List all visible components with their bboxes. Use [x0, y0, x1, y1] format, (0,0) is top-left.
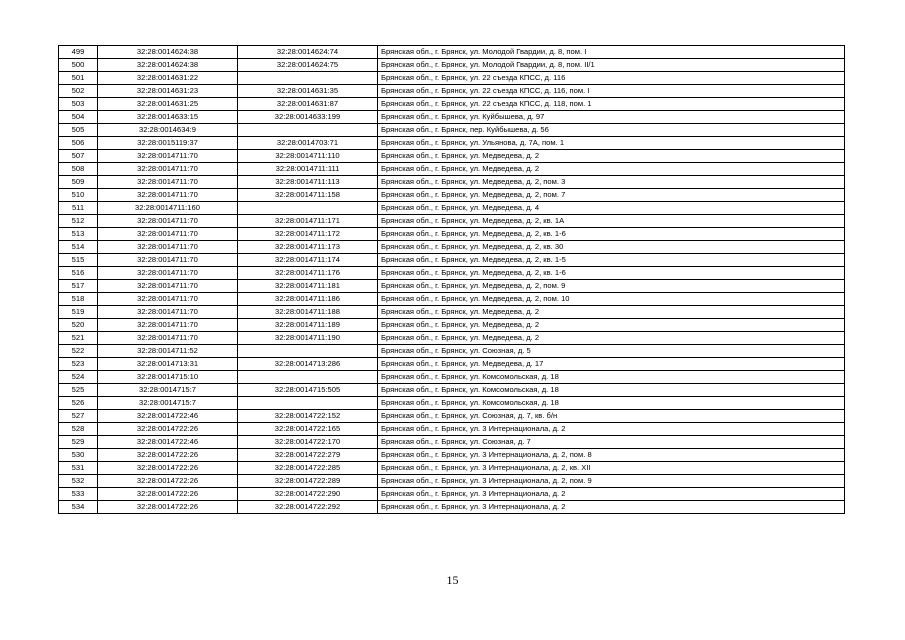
cell-cadastral-number: 32:28:0014722:46: [98, 410, 238, 423]
cell-cadastral-number: 32:28:0014711:70: [98, 254, 238, 267]
cell-address: Брянская обл., г. Брянск, ул. Куйбышева, д. 97: [378, 111, 845, 124]
cell-cadastral-number: 32:28:0014713:31: [98, 358, 238, 371]
cell-number: 505: [59, 124, 98, 137]
cell-cadastral-number-object: 32:28:0014711:110: [238, 150, 378, 163]
cell-cadastral-number: 32:28:0014722:26: [98, 423, 238, 436]
table-row: [59, 98, 845, 111]
cell-cadastral-number: 32:28:0014711:70: [98, 215, 238, 228]
cell-address: Брянская обл., г. Брянск, ул. Комсомольская, д. 18: [378, 371, 845, 384]
cell-cadastral-number-object: 32:28:0014713:286: [238, 358, 378, 371]
table-row: [59, 189, 845, 202]
cell-cadastral-number: 32:28:0014631:23: [98, 85, 238, 98]
table-row: [59, 371, 845, 384]
table-row: [59, 423, 845, 436]
cell-cadastral-number-object: [238, 397, 378, 410]
cell-number: 527: [59, 410, 98, 423]
cell-cadastral-number-object: 32:28:0014722:292: [238, 501, 378, 514]
table-row: [59, 319, 845, 332]
cell-address: Брянская обл., г. Брянск, ул. 22 съезда КПСС, д. 116, пом. I: [378, 85, 845, 98]
cell-number: 500: [59, 59, 98, 72]
table-row: [59, 241, 845, 254]
cell-cadastral-number-object: 32:28:0014624:74: [238, 46, 378, 59]
cell-number: 504: [59, 111, 98, 124]
cell-cadastral-number: 32:28:0014711:70: [98, 319, 238, 332]
table-row: [59, 410, 845, 423]
cell-address: Брянская обл., г. Брянск, ул. 22 съезда КПСС, д. 118, пом. 1: [378, 98, 845, 111]
cell-number: 525: [59, 384, 98, 397]
cell-cadastral-number: 32:28:0014633:15: [98, 111, 238, 124]
cell-address: Брянская обл., г. Брянск, ул. 3 Интернационала, д. 2: [378, 423, 845, 436]
table-row: [59, 475, 845, 488]
cell-cadastral-number-object: [238, 371, 378, 384]
cell-cadastral-number-object: 32:28:0014711:172: [238, 228, 378, 241]
table-row: [59, 215, 845, 228]
cell-address: Брянская обл., г. Брянск, ул. Медведева, д. 2, пом. 9: [378, 280, 845, 293]
table-row: [59, 137, 845, 150]
table-row: [59, 267, 845, 280]
cell-cadastral-number-object: 32:28:0014711:190: [238, 332, 378, 345]
cell-cadastral-number: 32:28:0014631:25: [98, 98, 238, 111]
cell-address: Брянская обл., г. Брянск, ул. Медведева, д. 2, пом. 3: [378, 176, 845, 189]
cell-cadastral-number-object: 32:28:0014722:152: [238, 410, 378, 423]
cell-cadastral-number: 32:28:0014711:70: [98, 241, 238, 254]
cell-cadastral-number-object: 32:28:0014715:505: [238, 384, 378, 397]
cell-cadastral-number-object: 32:28:0014624:75: [238, 59, 378, 72]
cell-address: Брянская обл., г. Брянск, ул. Медведева, д. 2: [378, 150, 845, 163]
table-row: [59, 358, 845, 371]
cell-number: 533: [59, 488, 98, 501]
cell-address: Брянская обл., г. Брянск, ул. Медведева, д. 2, кв. 1-6: [378, 228, 845, 241]
table-row: [59, 436, 845, 449]
cell-cadastral-number: 32:28:0014624:38: [98, 46, 238, 59]
cell-cadastral-number-object: 32:28:0014711:158: [238, 189, 378, 202]
cell-cadastral-number: 32:28:0014711:70: [98, 267, 238, 280]
cell-address: Брянская обл., г. Брянск, ул. 3 Интернационала, д. 2, кв. XII: [378, 462, 845, 475]
cell-cadastral-number: 32:28:0014722:26: [98, 501, 238, 514]
cell-cadastral-number-object: 32:28:0014711:113: [238, 176, 378, 189]
table-row: [59, 176, 845, 189]
cell-number: 509: [59, 176, 98, 189]
cell-number: 532: [59, 475, 98, 488]
cell-address: Брянская обл., г. Брянск, ул. Медведева, д. 2, кв. 30: [378, 241, 845, 254]
cell-cadastral-number-object: 32:28:0014711:176: [238, 267, 378, 280]
cell-cadastral-number-object: [238, 124, 378, 137]
cell-cadastral-number: 32:28:0014715:10: [98, 371, 238, 384]
cell-number: 499: [59, 46, 98, 59]
cell-cadastral-number-object: 32:28:0014722:285: [238, 462, 378, 475]
cell-cadastral-number-object: 32:28:0014633:199: [238, 111, 378, 124]
cell-number: 511: [59, 202, 98, 215]
cell-number: 513: [59, 228, 98, 241]
cell-cadastral-number-object: 32:28:0014711:186: [238, 293, 378, 306]
cell-cadastral-number: 32:28:0014631:22: [98, 72, 238, 85]
cell-cadastral-number: 32:28:0014624:38: [98, 59, 238, 72]
cell-address: Брянская обл., г. Брянск, ул. Медведева, д. 4: [378, 202, 845, 215]
table-row: [59, 72, 845, 85]
cell-cadastral-number-object: 32:28:0014711:173: [238, 241, 378, 254]
cell-number: 520: [59, 319, 98, 332]
cell-number: 506: [59, 137, 98, 150]
cell-number: 507: [59, 150, 98, 163]
cell-address: Брянская обл., г. Брянск, ул. Медведева, д. 17: [378, 358, 845, 371]
cell-number: 514: [59, 241, 98, 254]
cell-cadastral-number: 32:28:0014722:26: [98, 475, 238, 488]
cell-cadastral-number-object: 32:28:0014722:289: [238, 475, 378, 488]
cell-address: Брянская обл., г. Брянск, ул. Медведева, д. 2, пом. 10: [378, 293, 845, 306]
cell-cadastral-number: 32:28:0014711:70: [98, 189, 238, 202]
cell-number: 510: [59, 189, 98, 202]
cell-cadastral-number: 32:28:0014711:70: [98, 150, 238, 163]
cell-address: Брянская обл., г. Брянск, ул. Медведева, д. 2: [378, 163, 845, 176]
cell-address: Брянская обл., г. Брянск, ул. Медведева, д. 2, кв. 1А: [378, 215, 845, 228]
cell-address: Брянская обл., г. Брянск, ул. Медведева, д. 2, пом. 7: [378, 189, 845, 202]
property-table: [58, 45, 845, 514]
cell-address: Брянская обл., г. Брянск, ул. Союзная, д. 7: [378, 436, 845, 449]
cell-cadastral-number-object: 32:28:0014711:188: [238, 306, 378, 319]
cell-number: 523: [59, 358, 98, 371]
table-row: [59, 124, 845, 137]
cell-address: Брянская обл., г. Брянск, ул. Молодой Гвардии, д. 8, пом. II/1: [378, 59, 845, 72]
cell-cadastral-number: 32:28:0014711:70: [98, 280, 238, 293]
cell-number: 512: [59, 215, 98, 228]
cell-cadastral-number: 32:28:0014722:26: [98, 488, 238, 501]
cell-number: 534: [59, 501, 98, 514]
cell-cadastral-number: 32:28:0014711:70: [98, 306, 238, 319]
cell-cadastral-number-object: 32:28:0014722:290: [238, 488, 378, 501]
table-row: [59, 462, 845, 475]
cell-address: Брянская обл., г. Брянск, ул. 3 Интернационала, д. 2, пом. 9: [378, 475, 845, 488]
cell-cadastral-number-object: 32:28:0014703:71: [238, 137, 378, 150]
table-row: [59, 163, 845, 176]
cell-cadastral-number-object: [238, 202, 378, 215]
cell-cadastral-number: 32:28:0014711:70: [98, 176, 238, 189]
cell-address: Брянская обл., г. Брянск, ул. Медведева, д. 2, кв. 1-5: [378, 254, 845, 267]
table-row: [59, 150, 845, 163]
cell-number: 517: [59, 280, 98, 293]
cell-address: Брянская обл., г. Брянск, ул. Комсомольская, д. 18: [378, 384, 845, 397]
table-row: [59, 384, 845, 397]
cell-address: Брянская обл., г. Брянск, ул. Комсомольская, д. 18: [378, 397, 845, 410]
table-row: [59, 202, 845, 215]
cell-cadastral-number: 32:28:0014711:70: [98, 163, 238, 176]
cell-number: 516: [59, 267, 98, 280]
table-row: [59, 293, 845, 306]
cell-cadastral-number: 32:28:0014711:160: [98, 202, 238, 215]
table-body: [59, 46, 845, 514]
cell-number: 521: [59, 332, 98, 345]
table-row: [59, 345, 845, 358]
table-row: [59, 85, 845, 98]
cell-address: Брянская обл., г. Брянск, ул. 3 Интернационала, д. 2: [378, 488, 845, 501]
cell-cadastral-number: 32:28:0014711:70: [98, 293, 238, 306]
cell-cadastral-number-object: [238, 345, 378, 358]
table-row: [59, 306, 845, 319]
table-row: [59, 397, 845, 410]
cell-address: Брянская обл., г. Брянск, ул. Молодой Гвардии, д. 8, пом. I: [378, 46, 845, 59]
table-row: [59, 111, 845, 124]
cell-number: 519: [59, 306, 98, 319]
table-row: [59, 332, 845, 345]
cell-address: Брянская обл., г. Брянск, ул. Медведева, д. 2: [378, 332, 845, 345]
table-row: [59, 280, 845, 293]
cell-cadastral-number-object: 32:28:0014722:165: [238, 423, 378, 436]
cell-cadastral-number: 32:28:0014722:26: [98, 449, 238, 462]
cell-address: Брянская обл., г. Брянск, ул. Ульянова, д. 7А, пом. 1: [378, 137, 845, 150]
cell-cadastral-number-object: 32:28:0014711:171: [238, 215, 378, 228]
cell-number: 518: [59, 293, 98, 306]
cell-address: Брянская обл., г. Брянск, пер. Куйбышева, д. 56: [378, 124, 845, 137]
cell-number: 526: [59, 397, 98, 410]
cell-cadastral-number: 32:28:0014722:26: [98, 462, 238, 475]
cell-cadastral-number-object: 32:28:0014711:181: [238, 280, 378, 293]
cell-cadastral-number-object: 32:28:0014631:87: [238, 98, 378, 111]
cell-cadastral-number: 32:28:0014711:70: [98, 332, 238, 345]
cell-number: 503: [59, 98, 98, 111]
cell-cadastral-number: 32:28:0014711:70: [98, 228, 238, 241]
cell-cadastral-number: 32:28:0014715:7: [98, 397, 238, 410]
cell-number: 528: [59, 423, 98, 436]
table-row: [59, 46, 845, 59]
cell-address: Брянская обл., г. Брянск, ул. 22 съезда КПСС, д. 116: [378, 72, 845, 85]
cell-cadastral-number-object: 32:28:0014631:35: [238, 85, 378, 98]
cell-address: Брянская обл., г. Брянск, ул. Союзная, д. 5: [378, 345, 845, 358]
cell-number: 530: [59, 449, 98, 462]
cell-cadastral-number: 32:28:0015119:37: [98, 137, 238, 150]
cell-address: Брянская обл., г. Брянск, ул. 3 Интернационала, д. 2, пом. 8: [378, 449, 845, 462]
cell-cadastral-number-object: 32:28:0014722:279: [238, 449, 378, 462]
page-number: 15: [446, 573, 459, 587]
cell-cadastral-number: 32:28:0014711:52: [98, 345, 238, 358]
cell-number: 508: [59, 163, 98, 176]
cell-cadastral-number: 32:28:0014722:46: [98, 436, 238, 449]
cell-cadastral-number-object: 32:28:0014722:170: [238, 436, 378, 449]
cell-cadastral-number-object: 32:28:0014711:174: [238, 254, 378, 267]
cell-number: 501: [59, 72, 98, 85]
cell-cadastral-number-object: 32:28:0014711:111: [238, 163, 378, 176]
table-row: [59, 254, 845, 267]
table-row: [59, 59, 845, 72]
cell-number: 529: [59, 436, 98, 449]
table-row: [59, 449, 845, 462]
table-row: [59, 228, 845, 241]
cell-number: 531: [59, 462, 98, 475]
cell-cadastral-number-object: [238, 72, 378, 85]
cell-cadastral-number-object: 32:28:0014711:189: [238, 319, 378, 332]
table-row: [59, 488, 845, 501]
cell-address: Брянская обл., г. Брянск, ул. Медведева, д. 2: [378, 306, 845, 319]
cell-number: 515: [59, 254, 98, 267]
cell-address: Брянская обл., г. Брянск, ул. Медведева, д. 2: [378, 319, 845, 332]
cell-address: Брянская обл., г. Брянск, ул. Медведева, д. 2, кв. 1-6: [378, 267, 845, 280]
cell-cadastral-number: 32:28:0014634:9: [98, 124, 238, 137]
cell-number: 524: [59, 371, 98, 384]
table-row: [59, 501, 845, 514]
cell-number: 502: [59, 85, 98, 98]
cell-cadastral-number: 32:28:0014715:7: [98, 384, 238, 397]
cell-address: Брянская обл., г. Брянск, ул. Союзная, д. 7, кв. б/н: [378, 410, 845, 423]
cell-number: 522: [59, 345, 98, 358]
cell-address: Брянская обл., г. Брянск, ул. 3 Интернационала, д. 2: [378, 501, 845, 514]
